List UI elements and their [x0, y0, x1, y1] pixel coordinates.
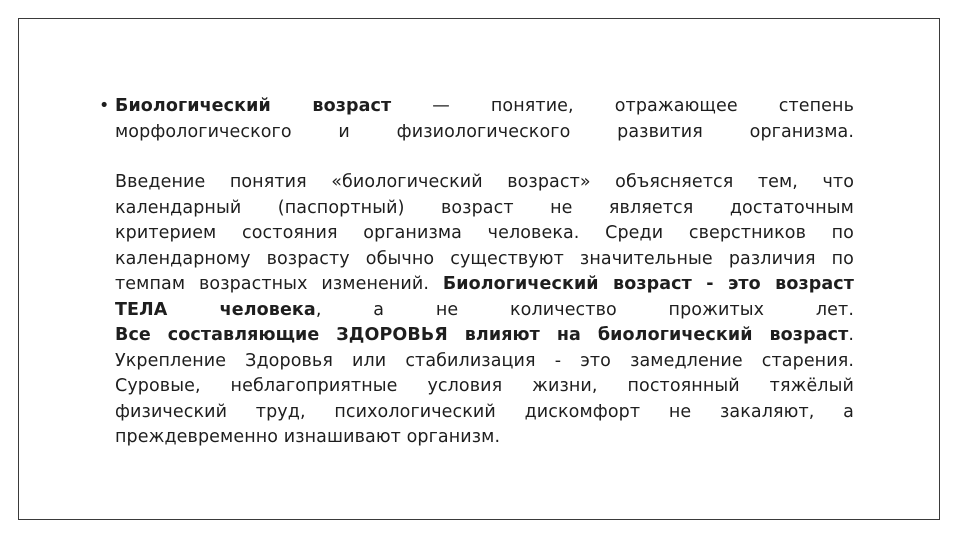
explanation-line	[115, 298, 854, 324]
slide-content	[99, 94, 854, 451]
explanation-line: календарному возрасту обычно существуют значительные различия по	[115, 248, 854, 269]
explanation-line: календарный (паспортный) возраст не является достаточным	[115, 197, 854, 218]
health-components-bold: Все составляющие ЗДОРОВЬЯ влияют на биологический возраст	[115, 325, 849, 345]
explanation-line: Введение понятия «биологический возраст» объясняется тем, что	[115, 172, 854, 192]
explanation-text: .	[848, 325, 854, 345]
body-age-bold: ТЕЛА человека	[115, 299, 316, 320]
explanation-line: физический труд, психологический дискомфорт не закаляют, а	[115, 401, 854, 422]
explanation-line: Укрепление Здоровья или стабилизация - это замедление старения.	[115, 350, 854, 371]
explanation-line	[115, 323, 854, 349]
explanation-line: Суровые, неблагоприятные условия жизни, постоянный тяжёлый	[115, 376, 854, 396]
definition-line-2: морфологического и физиологического развития организма.	[115, 121, 854, 142]
explanation-line: критерием состояния организма человека. Среди сверстников по	[115, 223, 854, 243]
biological-age-definition-bold: Биологический возраст - это возраст	[442, 274, 854, 294]
definition-line-1-text: — понятие, отражающее степень	[391, 96, 854, 116]
definition-term: Биологический возраст	[115, 96, 392, 116]
explanation-paragraph	[115, 170, 854, 451]
definition-paragraph	[115, 94, 854, 145]
explanation-text: темпам возрастных изменений.	[115, 274, 443, 294]
bullet-marker: •	[99, 96, 110, 116]
explanation-line-last: преждевременно изнашивают организм.	[115, 427, 501, 447]
explanation-text: , а не количество прожитых лет.	[315, 299, 854, 320]
explanation-line	[115, 272, 854, 298]
definition-line-1	[115, 94, 854, 120]
